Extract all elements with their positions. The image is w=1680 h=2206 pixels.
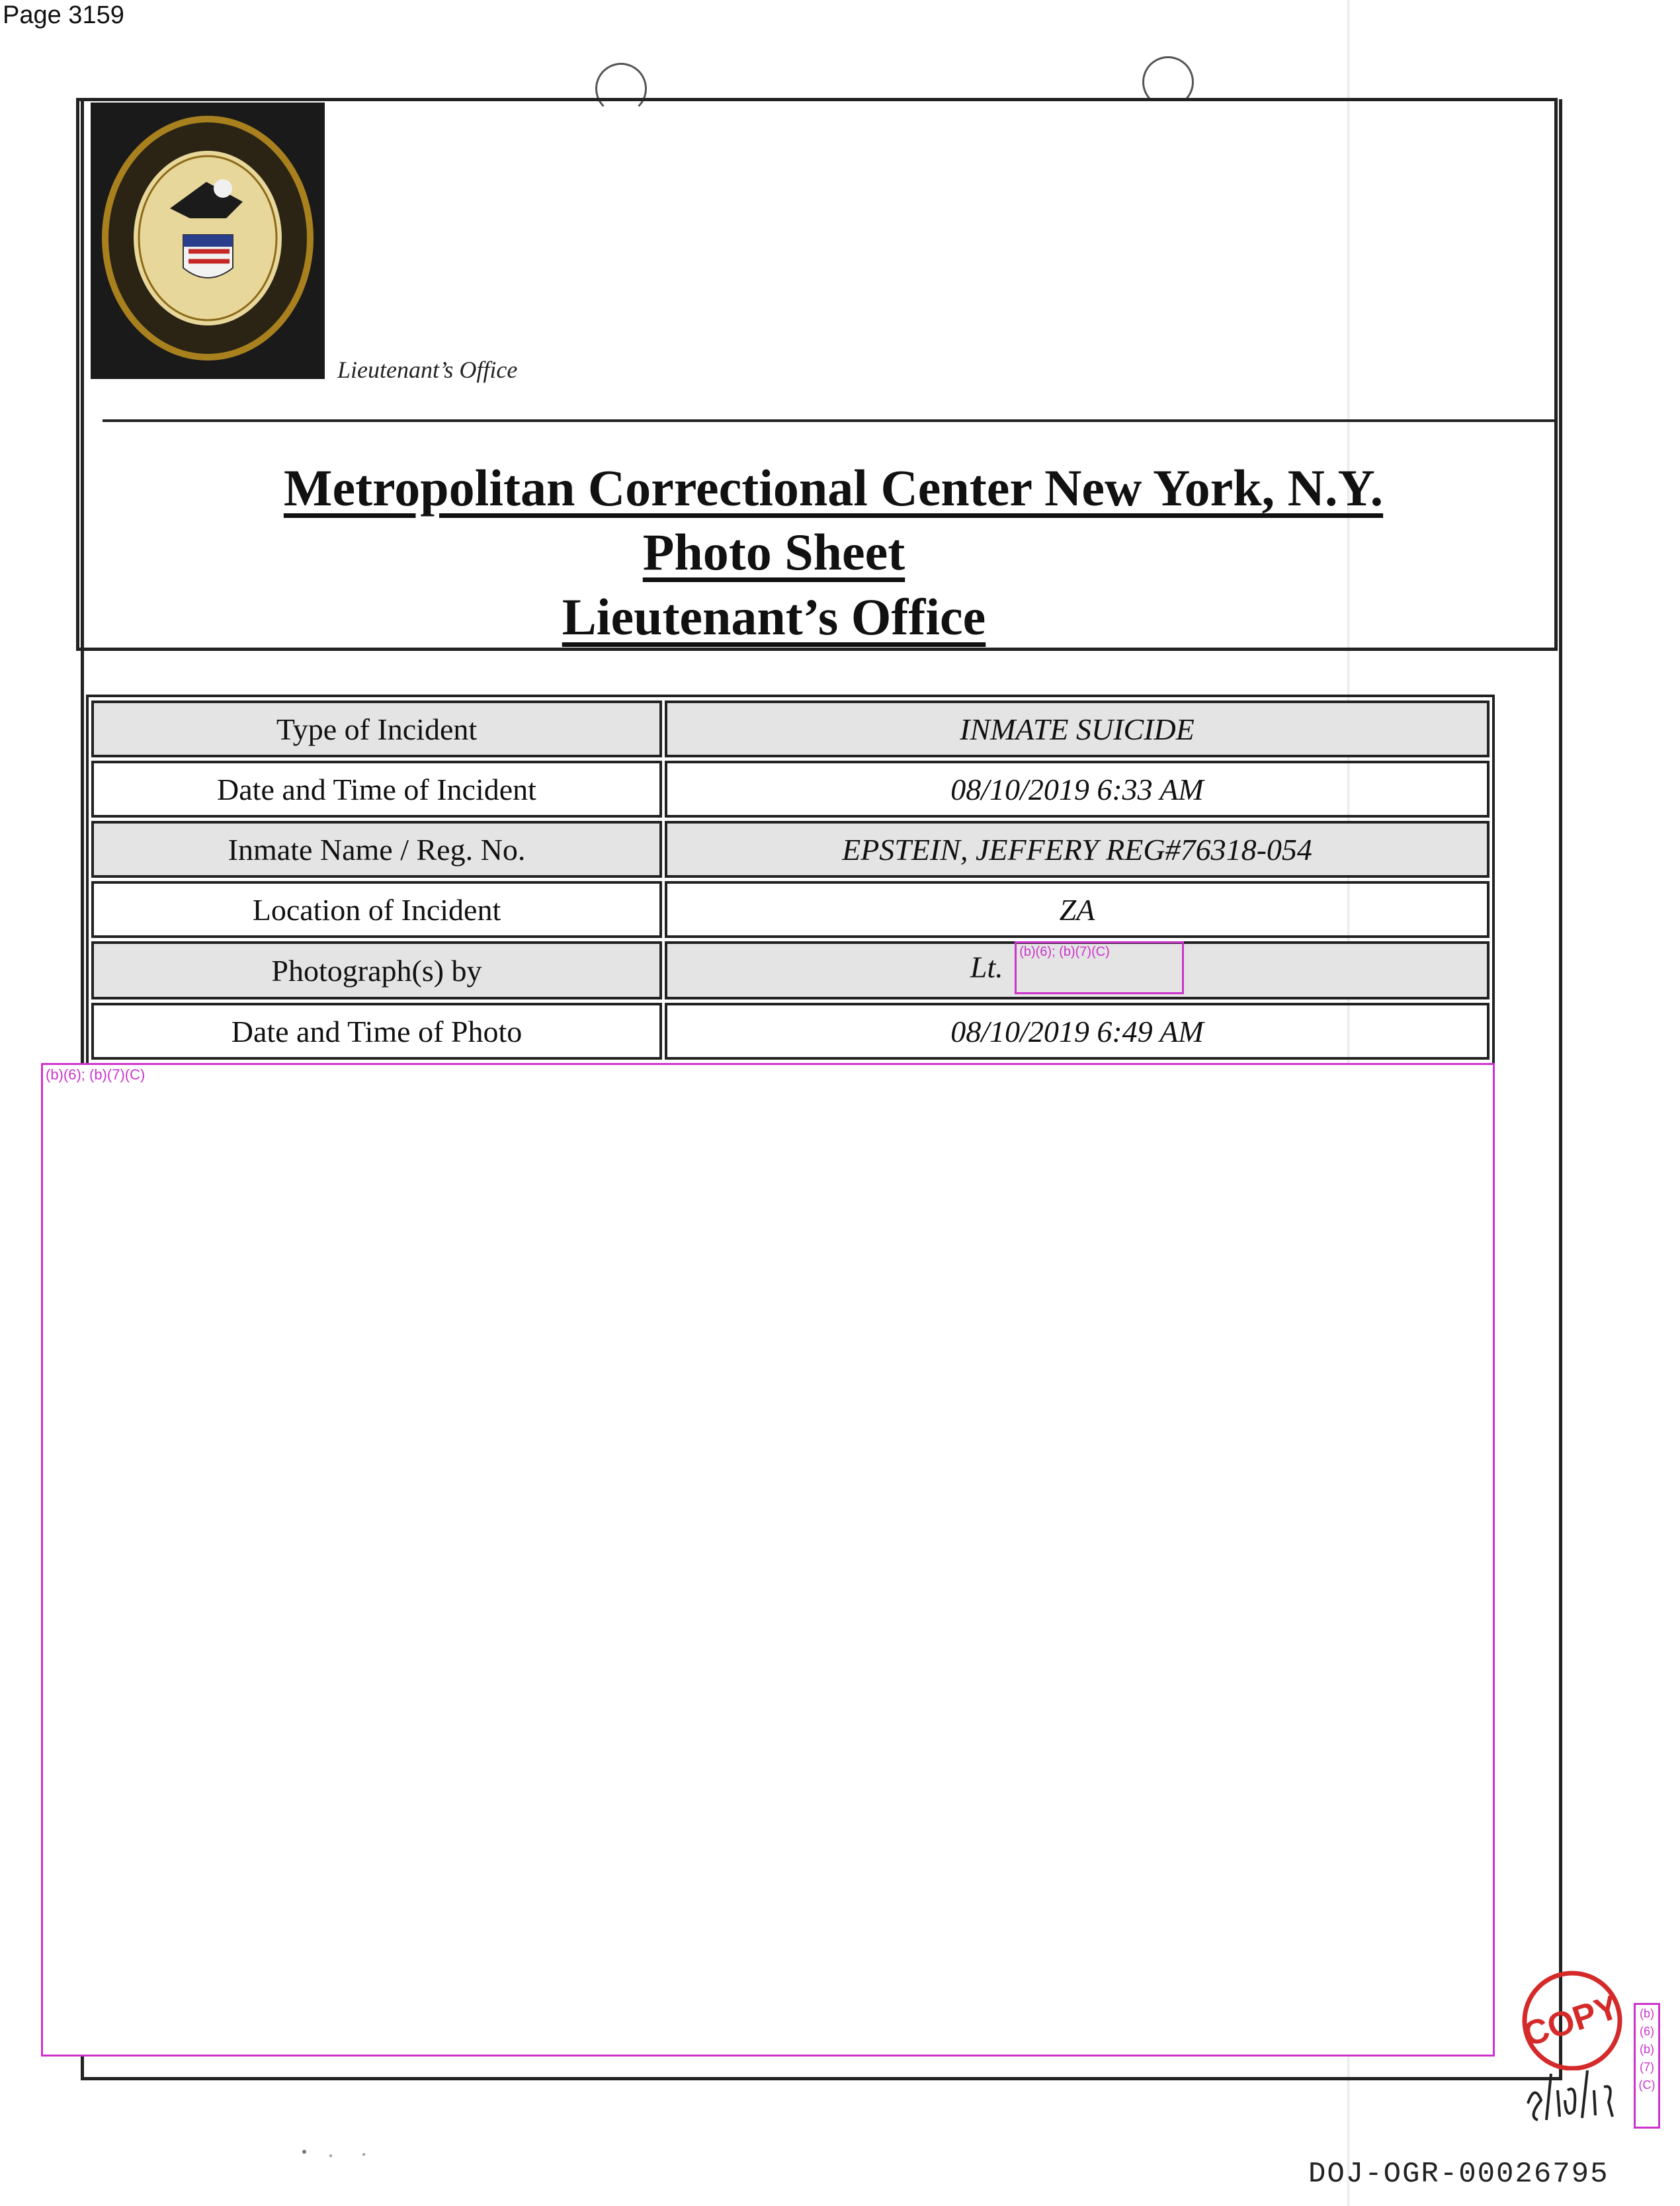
table-row bbox=[91, 821, 1490, 878]
document-title bbox=[159, 456, 1508, 650]
redaction-code-line: (b) bbox=[1640, 2007, 1654, 2020]
row-value: 08/10/2019 6:33 AM bbox=[665, 761, 1490, 818]
row-label: Date and Time of Incident bbox=[91, 761, 662, 818]
redaction-code: (b)(6); (b)(7)(C) bbox=[1019, 945, 1110, 959]
title-line-facility: Metropolitan Correctional Center New York, N.Y. bbox=[283, 459, 1384, 517]
row-label: Photograph(s) by bbox=[91, 941, 662, 999]
copy-stamp-icon bbox=[1509, 1958, 1642, 2070]
table-row bbox=[91, 881, 1490, 938]
redaction-box-photographer bbox=[1015, 941, 1184, 994]
row-label: Date and Time of Photo bbox=[91, 1003, 662, 1060]
title-line-office: Lieutenant’s Office bbox=[562, 588, 986, 646]
row-value bbox=[665, 941, 1490, 999]
redaction-code-line: (b) bbox=[1640, 2043, 1654, 2056]
stamp-text: COPY bbox=[1519, 1987, 1624, 2055]
row-value: INMATE SUICIDE bbox=[665, 700, 1490, 757]
photographer-rank: Lt. bbox=[970, 950, 1003, 984]
row-value: ZA bbox=[665, 881, 1490, 938]
signature-icon bbox=[1521, 2064, 1640, 2123]
seal-icon bbox=[91, 103, 325, 379]
redaction-code-line: (7) bbox=[1640, 2060, 1654, 2074]
redaction-box-initials bbox=[1634, 2003, 1660, 2129]
header-subhead: Lieutenant’s Office bbox=[337, 357, 518, 383]
table-row bbox=[91, 941, 1490, 999]
handwritten-date bbox=[1521, 2064, 1640, 2123]
row-label: Type of Incident bbox=[91, 700, 662, 757]
page-number-label: Page 3159 bbox=[3, 1, 124, 29]
redaction-box-photo bbox=[41, 1063, 1495, 2057]
doj-bop-seal bbox=[91, 103, 325, 379]
title-line-sheet-type: Photo Sheet bbox=[642, 523, 905, 581]
table-row bbox=[91, 700, 1490, 757]
row-value: EPSTEIN, JEFFERY REG#76318-054 bbox=[665, 821, 1490, 878]
redaction-code-line: (C) bbox=[1638, 2078, 1656, 2092]
table-row bbox=[91, 761, 1490, 818]
header-divider bbox=[103, 419, 1558, 422]
scan-specks bbox=[298, 2146, 390, 2160]
bates-number: DOJ-OGR-00026795 bbox=[1308, 2158, 1609, 2191]
copy-stamp bbox=[1509, 1958, 1642, 2070]
table-row bbox=[91, 1003, 1490, 1060]
row-label: Location of Incident bbox=[91, 881, 662, 938]
row-value: 08/10/2019 6:49 AM bbox=[665, 1003, 1490, 1060]
row-label: Inmate Name / Reg. No. bbox=[91, 821, 662, 878]
redaction-code: (b)(6); (b)(7)(C) bbox=[46, 1066, 146, 1083]
redaction-code-line: (6) bbox=[1640, 2025, 1654, 2038]
incident-info-table bbox=[86, 695, 1495, 1066]
